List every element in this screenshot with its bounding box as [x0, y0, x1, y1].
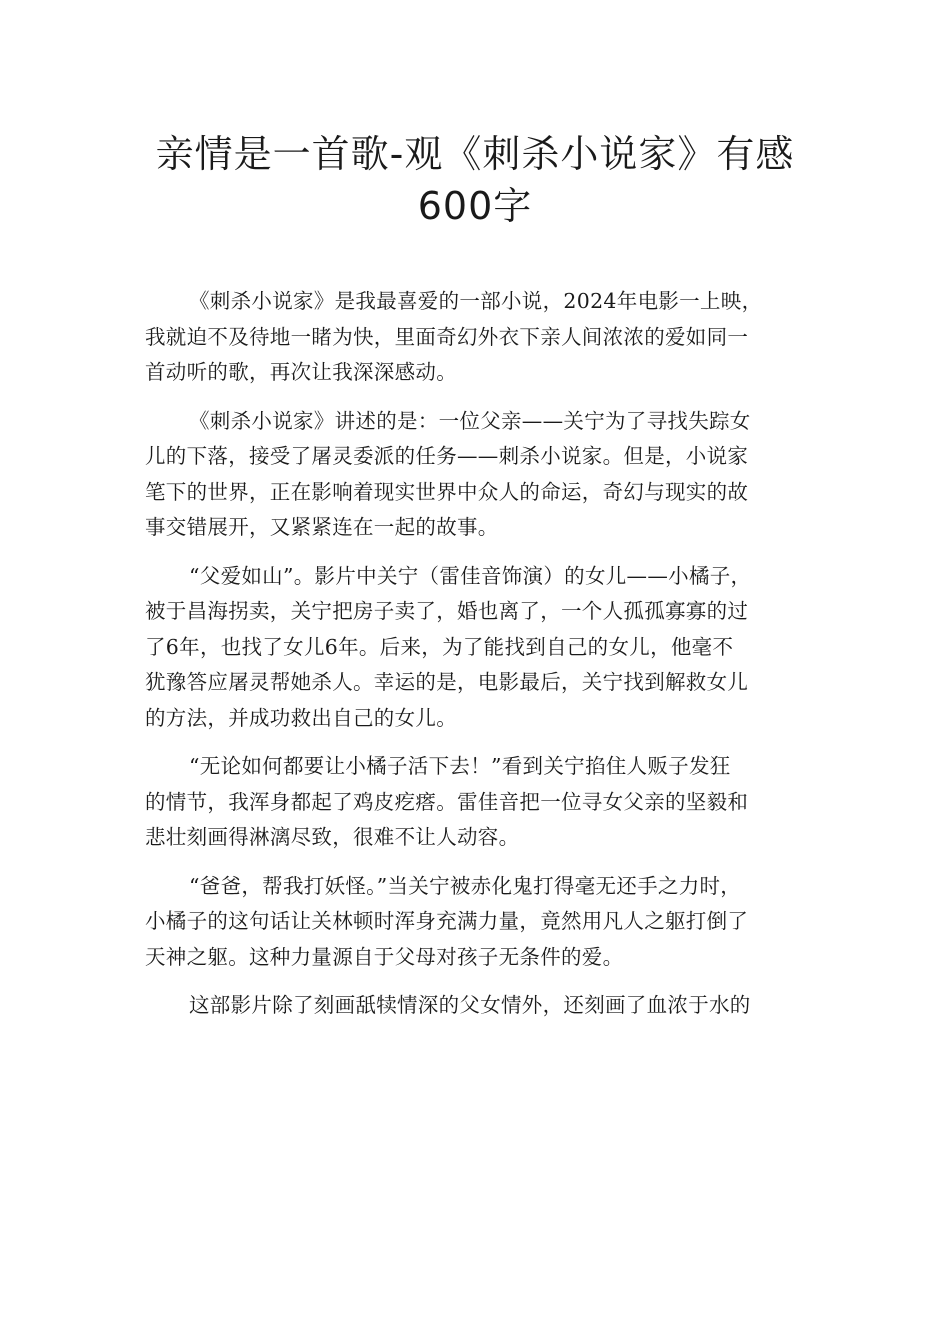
text-line: 天神之躯。这种力量源自于父母对孩子无条件的爱。 — [145, 944, 624, 969]
title-line-2: 600字 — [417, 184, 533, 228]
document-body — [145, 284, 811, 1024]
text-line: “父爱如山”。影片中关宁（雷佳音饰演）的女儿——小橘子， — [189, 563, 752, 588]
text-line: 事交错展开，又紧紧连在一起的故事。 — [145, 515, 499, 539]
text-line: 的情节，我浑身都起了鸡皮疙瘩。雷佳音把一位寻女父亲的坚毅和 — [145, 789, 749, 814]
text-line: 笔下的世界，正在影响着现实世界中众人的命运，奇幻与现实的故 — [145, 479, 749, 504]
paragraph-6 — [145, 988, 811, 1024]
text-line: 了6年，也找了女儿6年。后来，为了能找到自己的女儿，他毫不 — [145, 634, 734, 659]
text-line: 《刺杀小说家》讲述的是：一位父亲——关宁为了寻找失踪女 — [189, 408, 751, 433]
text-line: 首动听的歌，再次让我深深感动。 — [145, 360, 457, 384]
text-line: 小橘子的这句话让关林顿时浑身充满力量，竟然用凡人之躯打倒了 — [145, 909, 749, 933]
paragraph-3 — [145, 559, 811, 737]
text-line: 犹豫答应屠灵帮她杀人。幸运的是，电影最后，关宁找到解救女儿 — [145, 670, 749, 694]
paragraph-5 — [145, 869, 811, 976]
text-line: 悲壮刻画得淋漓尽致，很难不让人动容。 — [145, 825, 520, 849]
text-line: 的方法，并成功救出自己的女儿。 — [145, 705, 457, 730]
paragraph-1 — [145, 284, 811, 391]
paragraph-4 — [145, 749, 811, 856]
text-line: 我就迫不及待地一睹为快，里面奇幻外衣下亲人间浓浓的爱如同一 — [145, 324, 749, 349]
paragraph-2 — [145, 404, 811, 546]
text-line: 被于昌海拐卖，关宁把房子卖了，婚也离了，一个人孤孤寡寡的过 — [145, 599, 749, 623]
text-line: 《刺杀小说家》是我最喜爱的一部小说，2024年电影一上映， — [189, 289, 763, 313]
text-line: 儿的下落，接受了屠灵委派的任务——刺杀小说家。但是，小说家 — [145, 444, 749, 468]
title-line-1: 亲情是一首歌-观《刺杀小说家》有感 — [155, 132, 795, 176]
text-line: “无论如何都要让小橘子活下去！”看到关宁掐住人贩子发狂 — [189, 754, 731, 778]
text-line: “爸爸，帮我打妖怪。”当关宁被赤化鬼打得毫无还手之力时， — [189, 873, 742, 898]
document-title — [120, 128, 830, 232]
text-line: 这部影片除了刻画舐犊情深的父女情外，还刻画了血浓于水的 — [189, 993, 751, 1017]
